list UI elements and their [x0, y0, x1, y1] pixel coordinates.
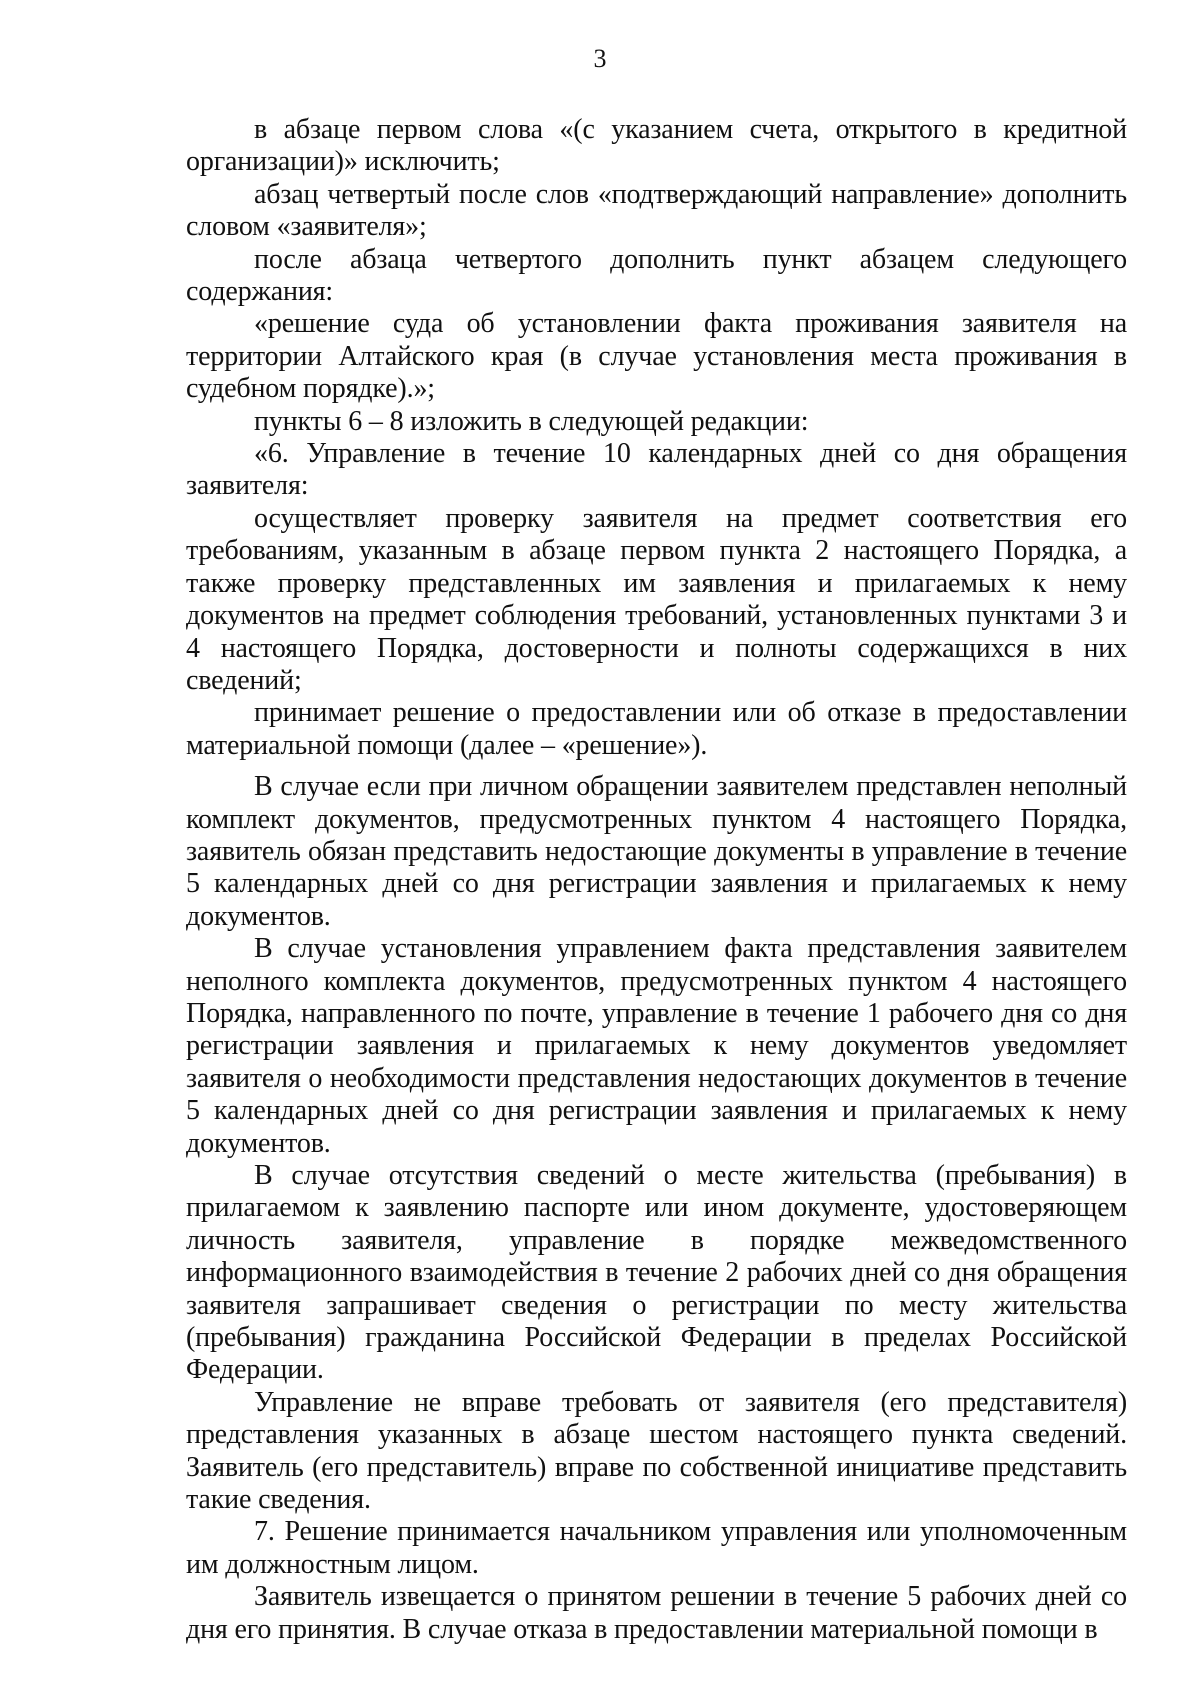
paragraph: в абзаце первом слова «(с указанием счета, открытого в кредитной организации)» исключить; — [186, 114, 1127, 178]
paragraph: абзац четвертый после слов «подтверждающий направление» дополнить словом «заявителя»; — [186, 178, 1127, 243]
paragraph: Заявитель извещается о принятом решении в течение 5 рабочих дней со дня его принятия. В случае отказа в предоставлении материальной помощи в — [186, 1581, 1127, 1645]
paragraph: «6. Управление в течение 10 календарных дней со дня обращения заявителя: — [186, 438, 1127, 502]
paragraph: после абзаца четвертого дополнить пункт абзацем следующего содержания: — [186, 243, 1127, 308]
document-body — [186, 114, 1127, 1646]
paragraph: 7. Решение принимается начальником управления или уполномоченным им должностным лицом. — [186, 1516, 1127, 1580]
paragraph: «решение суда об установлении факта проживания заявителя на территории Алтайского края (в случае установления места проживания в судебном порядке).»; — [186, 308, 1127, 405]
paragraph: В случае установления управлением факта представления заявителем неполного комплекта документов, предусмотренных пунктом 4 настоящего Порядка, направленного по почте, управление в течение 1 рабочего дня со дня регистрации заявления и прилагаемых к нему документов уведомляет заявителя о необходимости представления недостающих документов в течение 5 календарных дней со дня регистрации заявления и прилагаемых к нему документов. — [186, 933, 1127, 1159]
paragraph: пункты 6 – 8 изложить в следующей редакции: — [254, 405, 809, 437]
paragraph: Управление не вправе требовать от заявителя (его представителя) представления указанных в абзаце шестом настоящего пункта сведений. Заявитель (его представитель) вправе по собственной инициативе представить такие сведения. — [186, 1386, 1127, 1516]
paragraph: В случае отсутствия сведений о месте жительства (пребывания) в прилагаемом к заявлению паспорте или ином документе, удостоверяющем личность заявителя, управление в порядке межведомственного информационного взаимодействия в течение 2 рабочих дней со дня обращения заявителя запрашивает сведения о регистрации по месту жительства (пребывания) гражданина Российской Федерации в пределах Российской Федерации. — [186, 1160, 1127, 1386]
paragraph: В случае если при личном обращении заявителем представлен неполный комплект документов, предусмотренных пунктом 4 настоящего Порядка, заявитель обязан представить недостающие документы в управление в течение 5 календарных дней со дня регистрации заявления и прилагаемых к нему документов. — [186, 771, 1127, 932]
paragraph: принимает решение о предоставлении или об отказе в предоставлении материальной помощи (далее – «решение»). — [186, 697, 1127, 761]
page-number: 3 — [593, 44, 607, 73]
paragraph: осуществляет проверку заявителя на предмет соответствия его требованиям, указанным в абзаце первом пункта 2 настоящего Порядка, а также проверку представленных им заявления и прилагаемых к нему документов на предмет соблюдения требований, установленных пунктами 3 и 4 настоящего Порядка, достоверности и полноты содержащихся в них сведений; — [186, 502, 1127, 696]
